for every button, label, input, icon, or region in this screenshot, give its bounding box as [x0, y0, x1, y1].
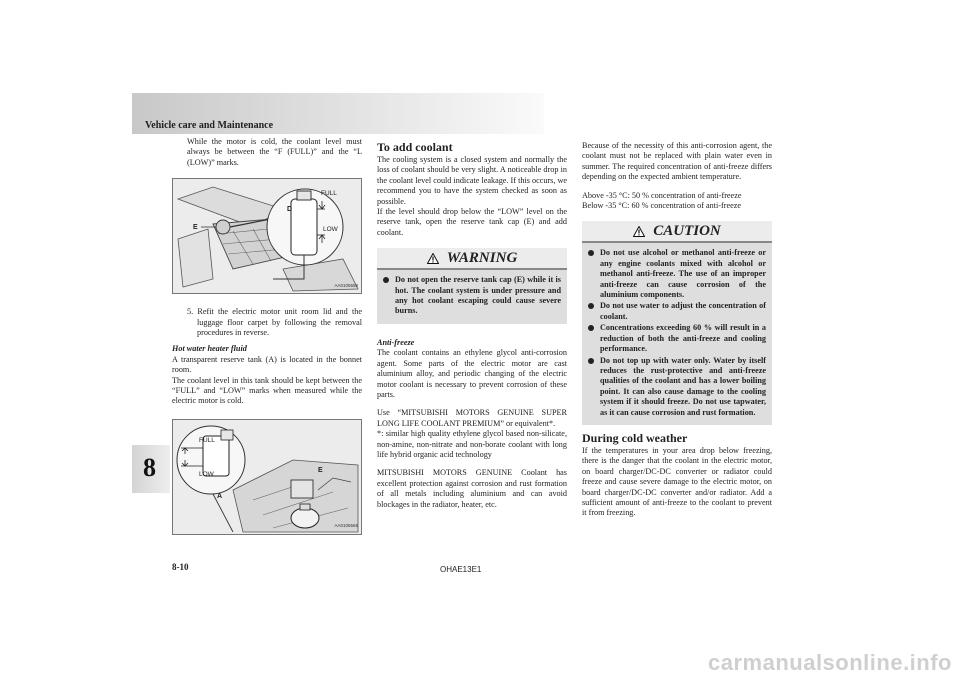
- add-coolant-para-2: If the level should drop below the “LOW” level on the reserve tank, open the reserve tank cap (E) and add coolant.: [377, 207, 567, 237]
- antifreeze-para-3: *: similar high quality ethylene glycol based non-silicate, non-amine, non-nitrate and non-borate coolant with long life hybrid organic acid technology: [377, 429, 567, 459]
- figure-code: AA0105558: [334, 282, 358, 288]
- antifreeze-heading: Anti-freeze: [377, 337, 415, 347]
- bullet-icon: [588, 358, 594, 364]
- label-d: D: [287, 206, 293, 214]
- column-1: [172, 137, 362, 535]
- label-low-2: LOW: [199, 470, 214, 478]
- coolant-level-note: While the motor is cold, the coolant level must always be between the “F (FULL)” and the “L (LOW)” marks.: [187, 137, 362, 167]
- chapter-tab: [132, 445, 170, 493]
- concentration-above: Above -35 °C: 50 % concentration of anti-freeze: [582, 190, 742, 200]
- caution-item: Do not use water to adjust the concentration of coolant.: [588, 301, 766, 322]
- chapter-number: 8: [143, 453, 156, 482]
- step-5-text: Refit the electric motor unit room lid and the luggage floor carpet by following the removal procedures in reverse.: [197, 307, 362, 338]
- step-5: [182, 307, 362, 338]
- label-low: LOW: [323, 226, 338, 234]
- antifreeze-para-4: MITSUBISHI MOTORS GENUINE Coolant has excellent protection against corrosion and rust formation of all metals including aluminium and can avoid blockages in the radiator, heater, etc.: [377, 468, 567, 509]
- section-title: Vehicle care and Maintenance: [145, 120, 274, 131]
- caution-title: CAUTION: [653, 223, 721, 240]
- cold-weather-para: If the temperatures in your area drop below freezing, there is the danger that the coolant in the electric motor, on board charger/DC-DC converter or radiator could freeze and cause severe damage to the electric motor, on board charger/DC-DC converter and/or radiator. Add a sufficient amount of anti-freeze to the coolant to prevent it from freezing.: [582, 445, 772, 518]
- page-number: 8-10: [172, 562, 189, 572]
- step-5-number: 5.: [187, 307, 194, 317]
- anticorrosion-para: Because of the necessity of this anti-corrosion agent, the coolant must not be replaced with plain water even in summer. The required concentration of anti-freeze differs depending on the expected ambient temperature.: [582, 141, 772, 182]
- bullet-icon: [588, 303, 594, 309]
- label-full-2: FULL: [199, 436, 215, 444]
- cold-weather-heading: During cold weather: [582, 430, 688, 445]
- footer: [0, 640, 960, 679]
- label-a: A: [217, 492, 223, 500]
- antifreeze-para-1: The coolant contains an ethylene glycol anti-corrosion agent. Some parts of the electric motor are cast aluminium alloy, and periodic changing of the electric motor coolant is necessary to prevent corrosion of these parts.: [377, 348, 567, 399]
- caution-body: [582, 243, 772, 425]
- caution-triangle-icon: [633, 226, 645, 237]
- figure-heater-tank: [172, 419, 362, 535]
- warning-item: Do not open the reserve tank cap (E) while it is hot. The coolant system is under pressure and any hot coolant escaping could cause severe burns.: [383, 275, 561, 317]
- warning-triangle-icon: [427, 253, 439, 264]
- bullet-icon: [383, 277, 389, 283]
- document-code: OHAE13E1: [440, 565, 482, 574]
- bullet-icon: [588, 250, 594, 256]
- caution-item: Do not use alcohol or methanol anti-freeze or any engine coolants mixed with alcohol or methanol anti-freeze. The use of an improper anti-freeze can cause corrosion of the aluminium components.: [588, 248, 766, 300]
- label-e-2: E: [318, 466, 323, 474]
- caution-header: [582, 221, 772, 243]
- concentration-below: Below -35 °C: 60 % concentration of anti-freeze: [582, 201, 742, 211]
- column-3: [582, 141, 772, 519]
- caution-item: Do not top up with water only. Water by itself reduces the rust-protective and anti-freeze qualities of the coolant and has a lower boiling point. It can also cause damage to the cooling system if it should freeze. Do not use tapwater, as it can cause corrosion and rust formation.: [588, 356, 766, 418]
- caution-item: Concentrations exceeding 60 % will result in a reduction of both the anti-freeze and cooling performance.: [588, 323, 766, 354]
- warning-box: [377, 248, 567, 324]
- to-add-coolant-heading: To add coolant: [377, 140, 453, 154]
- bullet-icon: [588, 325, 594, 331]
- label-e: E: [193, 224, 198, 232]
- add-coolant-para-1: The cooling system is a closed system and normally the loss of coolant should be very slight. A noticeable drop in the coolant level could indicate leakage. If this occurs, we recommend you to have the system checked as soon as possible.: [377, 155, 567, 206]
- hot-water-para-2: The coolant level in this tank should be kept between the “FULL” and “LOW” marks when measured while the electric motor is cold.: [172, 375, 362, 406]
- warning-body: [377, 270, 567, 324]
- warning-header: [377, 248, 567, 270]
- figure-reserve-tank: [172, 178, 362, 294]
- column-2: [377, 140, 567, 510]
- caution-box: [582, 221, 772, 425]
- hot-water-para-1: A transparent reserve tank (A) is located in the bonnet room.: [172, 354, 362, 375]
- antifreeze-para-2: Use “MITSUBISHI MOTORS GENUINE SUPER LONG LIFE COOLANT PREMIUM” or equivalent*.: [377, 408, 567, 428]
- warning-title: WARNING: [446, 250, 518, 267]
- label-full: FULL: [321, 190, 337, 198]
- footer-watermark: carmanualsonline.info: [708, 650, 952, 675]
- hot-water-heading: Hot water heater fluid: [172, 344, 247, 354]
- figure-code-2: AA0105565: [334, 523, 358, 529]
